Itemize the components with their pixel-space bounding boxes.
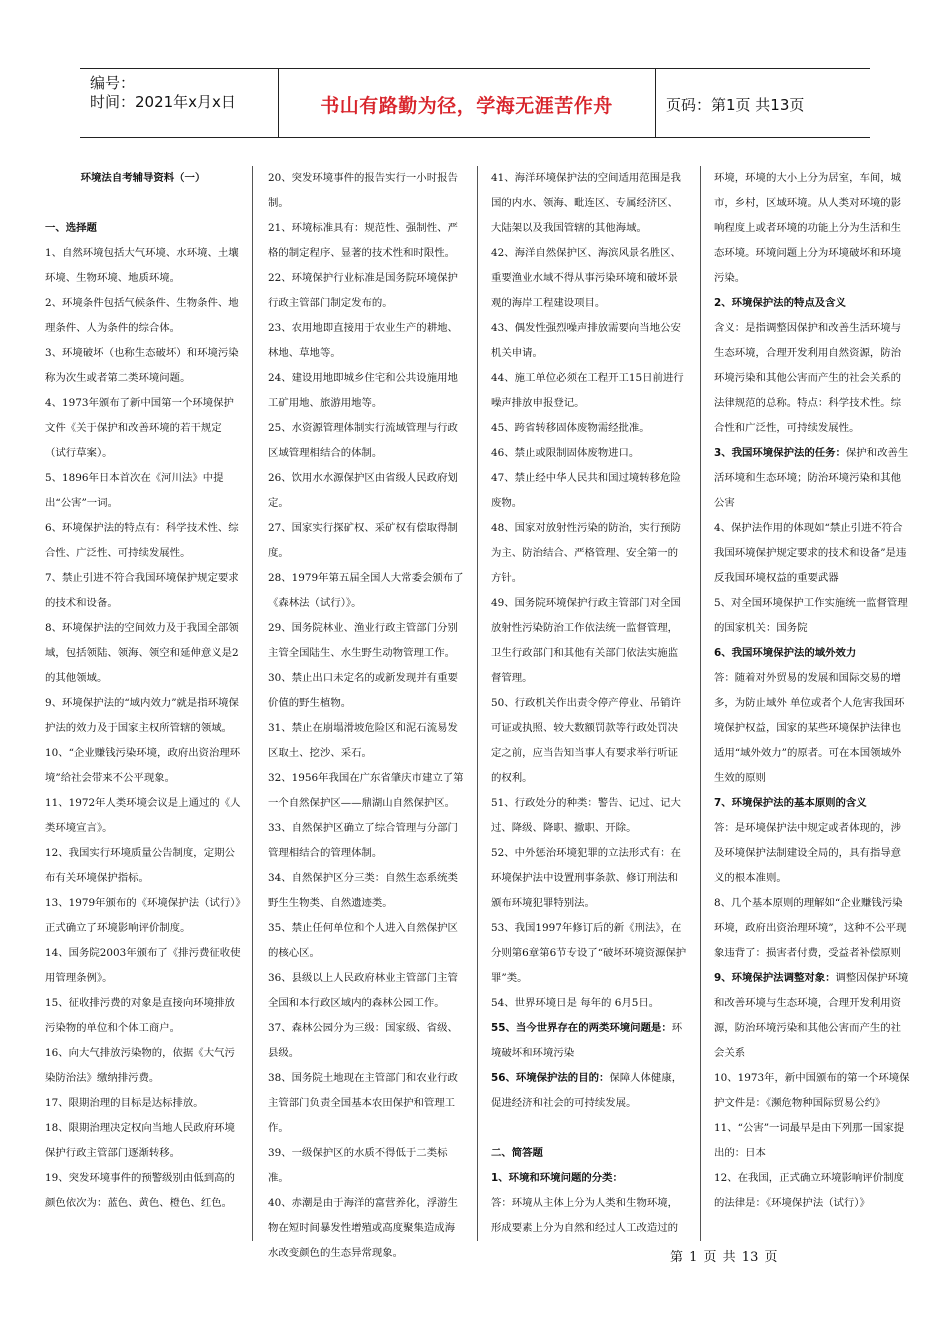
- list-item: 12、在我国，正式确立环境影响评价制度的法律是：《环境保护法（试行）》: [714, 1172, 904, 1209]
- list-item: 21、环境标准具有：规范性、强制性、严格的制定程序、显著的技术性和时限性。: [268, 222, 458, 259]
- list-item: 10、“企业赚钱污染环境，政府出资治理环境”给社会带来不公平现象。: [45, 747, 241, 784]
- list-item: [491, 1016, 687, 1066]
- list-item: [714, 441, 910, 516]
- list-item: 53、我国1997年修订后的新《刑法》，在分则第6章第6节专设了“破坏环境资源保护罪”类。: [491, 922, 687, 984]
- list-item: 37、森林公园分为三级：国家级、省级、县级。: [268, 1022, 458, 1059]
- list-item: 2、环境条件包括气候条件、生物条件、地理条件、人为条件的综合体。: [45, 297, 239, 334]
- text-column-2: [268, 166, 464, 1266]
- column-divider: [477, 166, 478, 1241]
- list-item: 54、世界环境日是 每年的 6月5日。: [491, 997, 660, 1009]
- list-item: 8、几个基本原则的理解如“企业赚钱污染环境，政府出资治理环境”，这种不公平现象违背了：损害者付费，受益者补偿原则: [714, 897, 907, 959]
- list-item: 环境，环境的大小上分为居室，车间，城市，乡村，区域环境。从人类对环境的影响程度上或者环境的功能上分为生活和生态环境。环境问题上分为环境破坏和环境污染。: [714, 172, 902, 284]
- header-motto-cell: [278, 69, 656, 137]
- list-item: 46、禁止或限制固体废物进口。: [491, 447, 640, 459]
- list-item: 36、县级以上人民政府林业主管部门主管全国和本行政区域内的森林公园工作。: [268, 972, 458, 1009]
- list-item: 7、禁止引进不符合我国环境保护规定要求的技术和设备。: [45, 572, 239, 609]
- list-item: 31、禁止在崩塌滑坡危险区和泥石流易发区取土、挖沙、采石。: [268, 722, 458, 759]
- list-item: 18、限期治理决定权向当地人民政府环境保护行政主管部门逐渐转移。: [45, 1122, 235, 1159]
- list-item: 30、禁止出口未定名的或新发现并有重要价值的野生植物。: [268, 672, 458, 709]
- list-item: 22、环境保护行业标准是国务院环境保护行政主管部门制定发布的。: [268, 272, 458, 309]
- list-item: 12、我国实行环境质量公告制度，定期公布有关环境保护指标。: [45, 847, 235, 884]
- list-item: 29、国务院林业、渔业行政主管部门分别主管全国陆生、水生野生动物管理工作。: [268, 622, 458, 659]
- list-item: 42、海洋自然保护区、海滨风景名胜区、重要渔业水域不得从事污染环境和破坏景观的海岸工程建设项目。: [491, 247, 681, 309]
- list-item: 含义：是指调整因保护和改善生活环境与生态环境，合理开发利用自然资源，防治环境污染和其他公害而产生的社会关系的法律规范的总称。特点：科学技术性。综合性和广泛性，可持续发展性。: [714, 322, 902, 434]
- list-item: 49、国务院环境保护行政主管部门对全国放射性污染防治工作依法统一监督管理，卫生行政部门和其他有关部门依法实施监督管理。: [491, 597, 681, 684]
- list-item: 4、1973年颁布了新中国第一个环境保护文件《关于保护和改善环境的若干规定（试行草案）。: [45, 397, 234, 459]
- item-bold-lead: 9、环境保护法调整对象：: [714, 972, 836, 984]
- list-item: 45、跨省转移固体废物需经批准。: [491, 422, 650, 434]
- list-item: 4、保护法作用的体现如“禁止引进不符合我国环境保护规定要求的技术和设备”是违反我国环境权益的重要武器: [714, 522, 907, 584]
- list-item: 48、国家对放射性污染的防治，实行预防为主、防治结合、严格管理、安全第一的方针。: [491, 522, 681, 584]
- list-item: 11、“公害”一词最早是由下列那一国家提出的：日本: [714, 1122, 905, 1159]
- list-item: 14、国务院2003年颁布了《排污费征收使用管理条例》。: [45, 947, 241, 984]
- page-footer: 第 1 页 共 13 页: [670, 1250, 778, 1265]
- header-page-code: 页码：第1页 共13页: [666, 96, 805, 114]
- list-item: 19、突发环境事件的预警级别由低到高的颜色依次为：蓝色、黄色、橙色、红色。: [45, 1172, 235, 1209]
- list-item: 41、海洋环境保护法的空间适用范围是我国的内水、领海、毗连区、专属经济区、大陆架以及我国管辖的其他海域。: [491, 172, 681, 234]
- item-text: 保障人体健康，促进经济和社会的可持续发展。: [491, 1072, 683, 1109]
- list-item: 8、环境保护法的空间效力及于我国全部领域，包括领陆、领海、领空和延伸意义是2的其他领域。: [45, 622, 239, 684]
- document-time-label: 时间：2021年x月x日: [90, 93, 236, 111]
- list-item: 17、限期治理的目标是达标排放。: [45, 1097, 204, 1109]
- list-item: 16、向大气排放污染物的，依据《大气污染防治法》缴纳排污费。: [45, 1047, 235, 1084]
- list-item: 5、1896年日本首次在《河川法》中提出“公害”一词。: [45, 472, 224, 509]
- item-bold-lead: 55、当今世界存在的两类环境问题是：: [491, 1022, 672, 1034]
- list-item: 13、1979年颁布的《环境保护法（试行）》正式确立了环境影响评价制度。: [45, 897, 241, 934]
- list-item: 50、行政机关作出责令停产停业、吊销许可证或执照、较大数额罚款等行政处罚决定之前，应当告知当事人有要求举行听证的权利。: [491, 697, 681, 784]
- list-item: 28、1979年第五届全国人大常委会颁布了《森林法（试行）》。: [268, 572, 464, 609]
- list-item: 51、行政处分的种类：警告、记过、记大过、降级、降职、撤职、开除。: [491, 797, 681, 834]
- item-text: 调整因保护环境和改善环境与生态环境，合理开发利用资源，防治环境污染和其他公害而产生的社会关系: [714, 972, 909, 1059]
- list-item: 15、征收排污费的对象是直接向环境排放污染物的单位和个体工商户。: [45, 997, 235, 1034]
- list-item: 20、突发环境事件的报告实行一小时报告制。: [268, 172, 458, 209]
- header-info-cell: [80, 69, 279, 137]
- list-item: 答：环境从主体上分为人类和生物环境，形成要素上分为自然和经过人工改造过的: [491, 1197, 679, 1234]
- document-title: 环境法自考辅导资料（一）: [80, 172, 206, 184]
- list-item: 答：是环境保护法中规定或者体现的，涉及环境保护法制建设全局的，具有指导意义的根本准则。: [714, 822, 902, 884]
- text-column-4: [714, 166, 910, 1216]
- header-page-cell: [656, 69, 870, 137]
- list-item: 39、一级保护区的水质不得低于二类标准。: [268, 1147, 448, 1184]
- list-item: 1、自然环境包括大气环境、水环境、土壤环境、生物环境、地质环境。: [45, 247, 239, 284]
- section-heading: 2、环境保护法的特点及含义: [714, 297, 846, 309]
- section-heading: 7、环境保护法的基本原则的含义: [714, 797, 867, 809]
- header-motto: 书山有路勤为径，学海无涯苦作舟: [320, 95, 613, 117]
- list-item: 47、禁止经中华人民共和国过境转移危险废物。: [491, 472, 681, 509]
- list-item: 23、农用地即直接用于农业生产的耕地、林地、草地等。: [268, 322, 458, 359]
- spacer: [45, 191, 241, 216]
- text-column-1: [45, 166, 241, 1216]
- list-item: [714, 966, 910, 1066]
- column-divider: [252, 166, 253, 1241]
- item-bold-lead: 3、我国环境保护法的任务：: [714, 447, 846, 459]
- spacer: [491, 1116, 687, 1141]
- column-divider: [700, 166, 701, 1241]
- list-item: 33、自然保护区确立了综合管理与分部门管理相结合的管理体制。: [268, 822, 458, 859]
- list-item: [491, 1066, 687, 1116]
- list-item: 24、建设用地即城乡住宅和公共设施用地工矿用地、旅游用地等。: [268, 372, 458, 409]
- item-text: 环境破坏和环境污染: [491, 1022, 683, 1059]
- list-item: 25、水资源管理体制实行流域管理与行政区域管理相结合的体制。: [268, 422, 458, 459]
- section-heading: 6、我国环境保护法的域外效力: [714, 647, 857, 659]
- list-item: 27、国家实行探矿权、采矿权有偿取得制度。: [268, 522, 458, 559]
- list-item: 43、偶发性强烈噪声排放需要向当地公安机关申请。: [491, 322, 681, 359]
- section-heading: 一、选择题: [45, 222, 97, 234]
- list-item: 10、1973年，新中国颁布的第一个环境保护文件是：《濒危物种国际贸易公约》: [714, 1072, 910, 1109]
- list-item: 答：随着对外贸易的发展和国际交易的增多，为防止域外 单位或者个人危害我国环境保护权益，国家的某些环境保护法律也适用“域外效力”的原者。可在本国领域外生效的原则: [714, 672, 905, 784]
- text-column-3: [491, 166, 687, 1241]
- list-item: 11、1972年人类环境会议是上通过的《人类环境宣言》。: [45, 797, 241, 834]
- list-item: 38、国务院土地现在主管部门和农业行政主管部门负责全国基本农田保护和管理工作。: [268, 1072, 458, 1134]
- item-bold-lead: 56、环境保护法的目的：: [491, 1072, 610, 1084]
- item-text: 保护和改善生活环境和生态环境；防治环境污染和其他公害: [714, 447, 909, 509]
- list-item: 3、环境破坏（也称生态破坏）和环境污染称为次生或者第二类环境问题。: [45, 347, 239, 384]
- list-item: 40、赤潮是由于海洋的富营养化，浮游生物在短时间暴发性增殖或高度聚集造成海水改变颜色的生态异常现象。: [268, 1197, 458, 1259]
- list-item: 6、环境保护法的特点有：科学技术性、综合性、广泛性、可持续发展性。: [45, 522, 239, 559]
- document-header: [80, 68, 870, 138]
- list-item: 5、对全国环境保护工作实施统一监督管理的国家机关：国务院: [714, 597, 908, 634]
- section-heading: 1、环境和环境问题的分类：: [491, 1172, 623, 1184]
- list-item: 35、禁止任何单位和个人进入自然保护区的核心区。: [268, 922, 458, 959]
- list-item: 32、1956年我国在广东省肇庆市建立了第一个自然保护区——鼎湖山自然保护区。: [268, 772, 464, 809]
- list-item: 44、施工单位必须在工程开工15日前进行噪声排放申报登记。: [491, 372, 684, 409]
- list-item: 34、自然保护区分三类：自然生态系统类野生生物类、自然遗迹类。: [268, 872, 458, 909]
- list-item: 52、中外惩治环境犯罪的立法形式有：在环境保护法中设置刑事条款、修订刑法和颁布环境犯罪特别法。: [491, 847, 681, 909]
- document-number-label: 编号：: [90, 74, 136, 92]
- list-item: 9、环境保护法的“域内效力”就是指环境保护法的效力及于国家主权所管辖的领域。: [45, 697, 239, 734]
- list-item: 26、饮用水水源保护区由省级人民政府划定。: [268, 472, 458, 509]
- section-heading: 二、简答题: [491, 1147, 543, 1159]
